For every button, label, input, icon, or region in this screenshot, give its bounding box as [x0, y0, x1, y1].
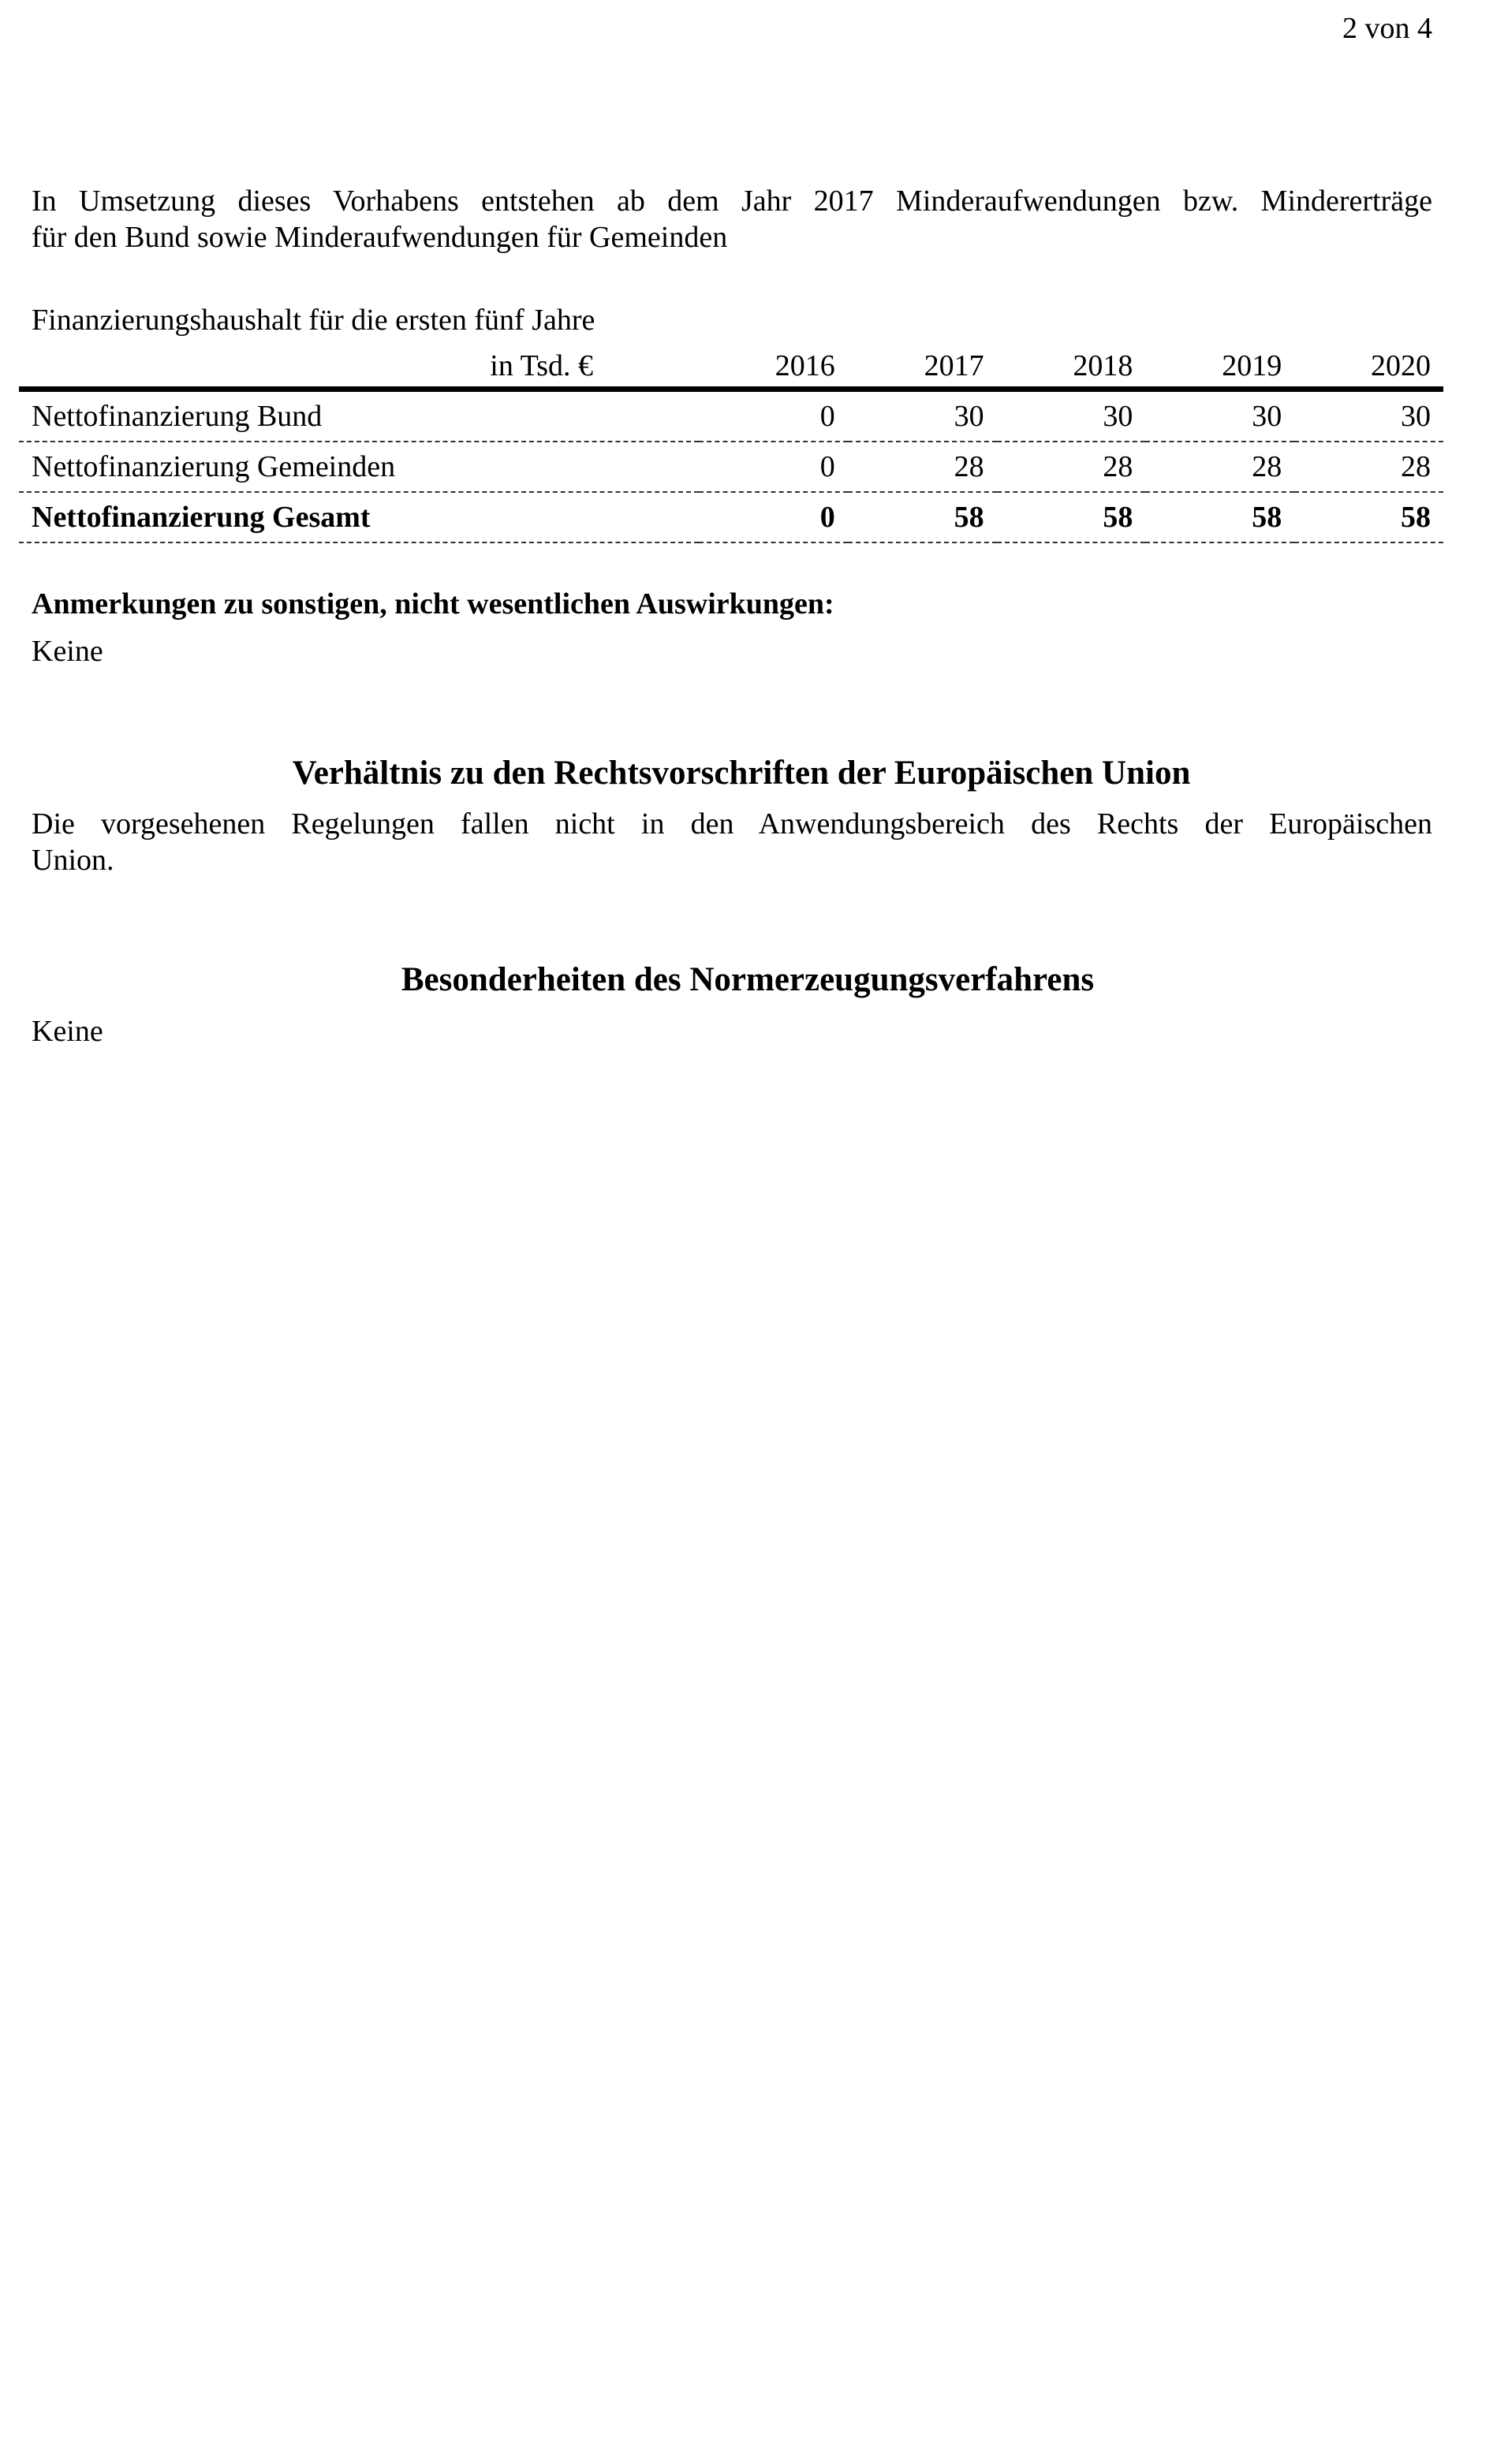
eu-line-2: Union. [32, 844, 114, 877]
table-title: Finanzierungshaushalt für die ersten fünf Jahre [32, 304, 595, 337]
remarks-text: Keine [32, 635, 103, 668]
cell-value: 30 [1145, 390, 1294, 442]
eu-line-1: Die vorgesehenen Regelungen fallen nicht in den Anwendungsbereich des Rechts der Europäischen [32, 807, 1432, 841]
cell-value: 28 [997, 442, 1146, 492]
year-header: 2018 [1073, 349, 1133, 382]
year-header: 2019 [1222, 349, 1282, 382]
eu-section-heading: Verhältnis zu den Rechtsvorschriften der Europäischen Union [292, 755, 1191, 792]
cell-value: 28 [1294, 442, 1443, 492]
procedure-section-text: Keine [32, 1015, 103, 1048]
eu-section-paragraph [32, 806, 1432, 878]
cell-value: 28 [848, 442, 997, 492]
cell-value: 58 [1294, 492, 1443, 542]
row-label: Nettofinanzierung Bund [19, 390, 699, 442]
table-header-row [19, 341, 1443, 390]
cell-value: 0 [699, 442, 848, 492]
row-label: Nettofinanzierung Gemeinden [19, 442, 699, 492]
cell-value: 0 [699, 492, 848, 542]
table-row-total [19, 492, 1443, 542]
table-row [19, 442, 1443, 492]
intro-line-1: In Umsetzung dieses Vorhabens entstehen ab dem Jahr 2017 Minderaufwendungen bzw. Mindererträge [32, 185, 1432, 218]
unit-label: in Tsd. € [490, 349, 593, 382]
cell-value: 58 [848, 492, 997, 542]
year-header: 2020 [1371, 349, 1431, 382]
year-header: 2017 [924, 349, 984, 382]
cell-value: 30 [1294, 390, 1443, 442]
cell-value: 30 [848, 390, 997, 442]
cell-value: 0 [699, 390, 848, 442]
intro-line-2: für den Bund sowie Minderaufwendungen für Gemeinden [32, 221, 728, 254]
cell-value: 30 [997, 390, 1146, 442]
cell-value: 28 [1145, 442, 1294, 492]
page-number: 2 von 4 [1342, 12, 1432, 45]
intro-paragraph [32, 183, 1432, 255]
year-header: 2016 [775, 349, 835, 382]
cell-value: 58 [1145, 492, 1294, 542]
financing-table [19, 341, 1443, 543]
row-label: Nettofinanzierung Gesamt [19, 492, 699, 542]
cell-value: 58 [997, 492, 1146, 542]
procedure-section-heading: Besonderheiten des Normerzeugungsverfahrens [401, 961, 1095, 998]
remarks-heading: Anmerkungen zu sonstigen, nicht wesentlichen Auswirkungen: [32, 587, 834, 621]
table-row [19, 390, 1443, 442]
